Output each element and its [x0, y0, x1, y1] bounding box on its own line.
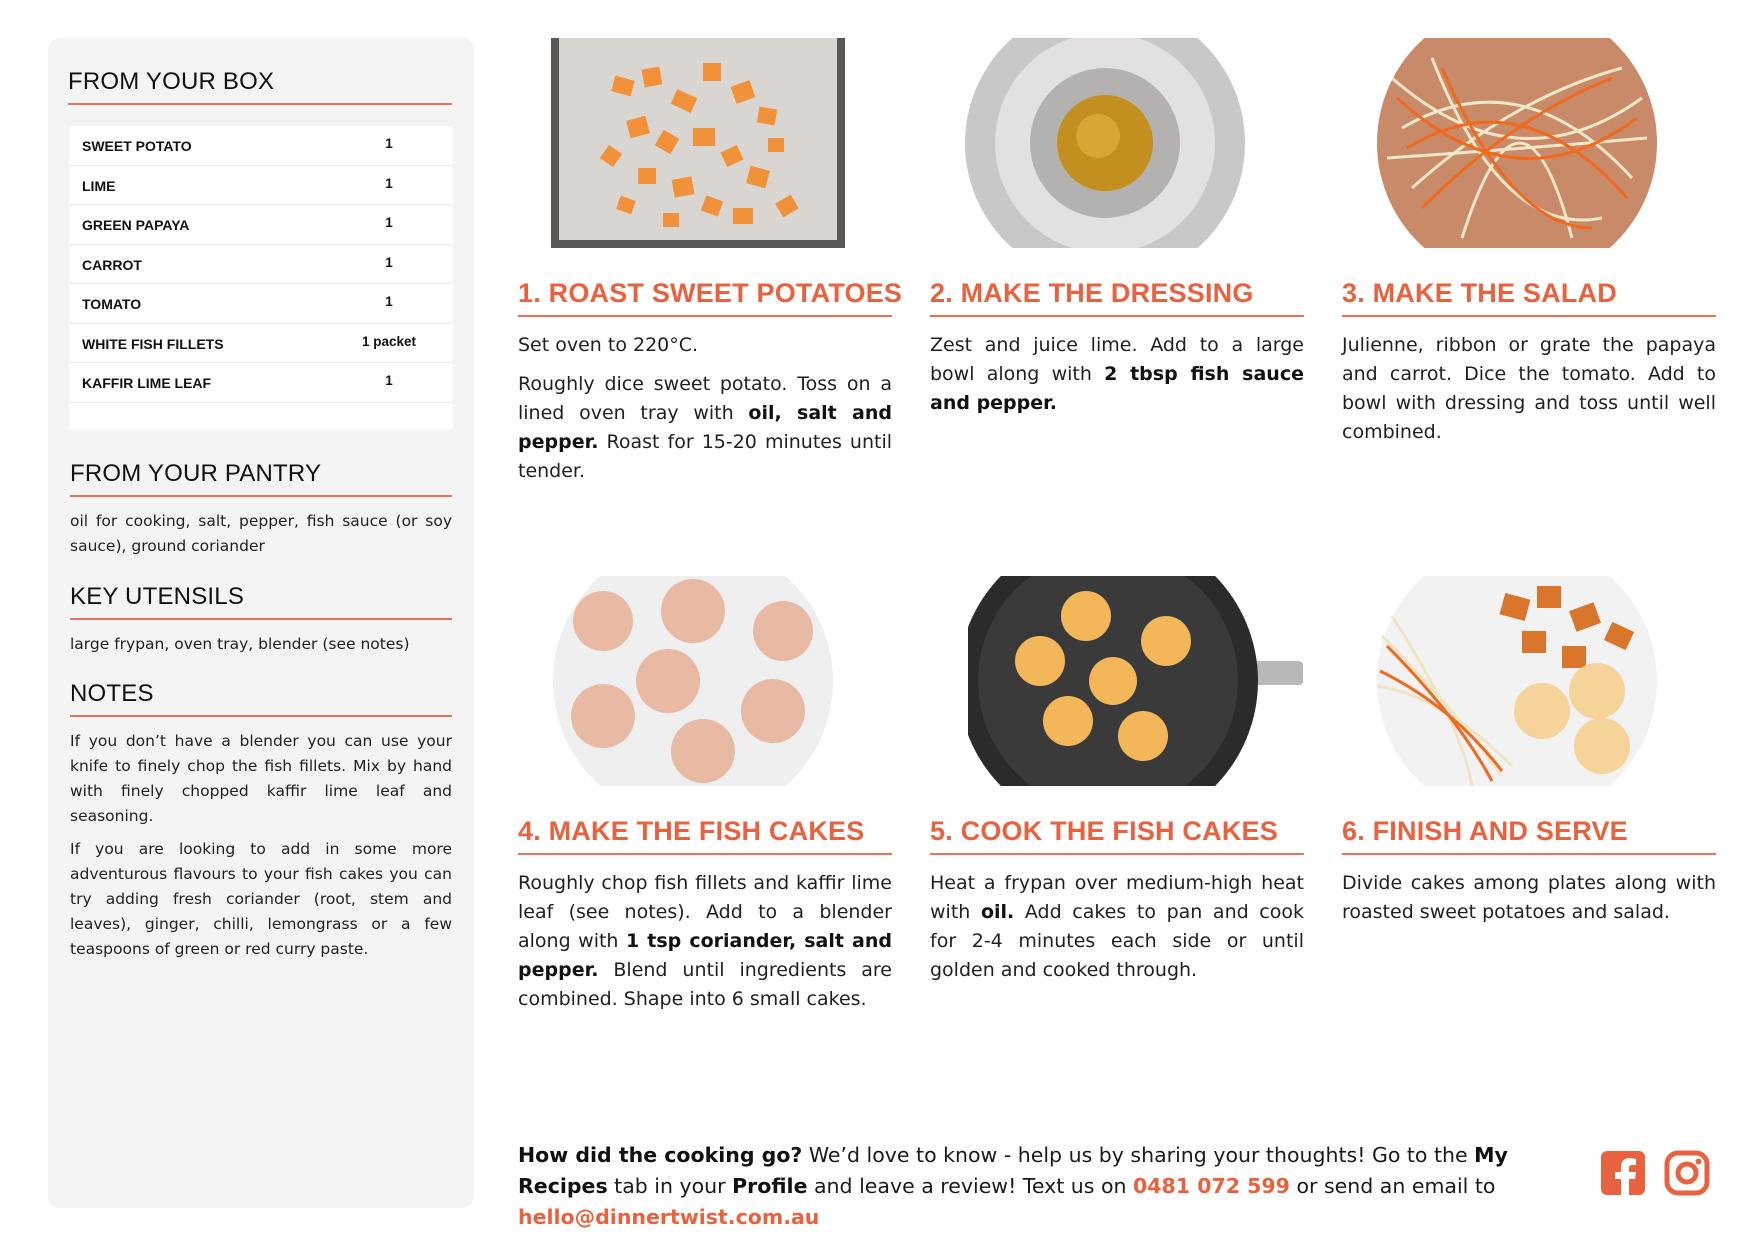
notes-section: [70, 680, 452, 962]
ingredient-qty: 1: [385, 373, 393, 388]
pantry-section: [70, 460, 452, 559]
ingredient-qty: 1: [385, 175, 393, 191]
step-3-photo: [1372, 38, 1662, 248]
ingredient-row: [69, 245, 453, 285]
step-6-photo: [1372, 576, 1662, 786]
ingredient-name: SWEET POTATO: [82, 138, 192, 154]
ingredient-name: KAFFIR LIME LEAF: [82, 375, 212, 391]
step-1-photo: [543, 38, 853, 248]
feedback-footer: How did the cooking go? We’d love to know - help us by sharing your thoughts! Go to the My Recipes tab in your Profile and leave a review! Text us on 0481 072 599 or send an email to hello@dinnertwist.com.au: [518, 1143, 1508, 1229]
step-3-title: 3. MAKE THE SALAD: [1342, 278, 1716, 317]
profile-label: Profile: [732, 1174, 808, 1198]
step-1-paragraph-2: Roughly dice sweet potato. Toss on a lined oven tray with oil, salt and pepper. Roast for 15-20 minutes until tender.: [518, 373, 892, 482]
step-4: [518, 576, 892, 1014]
step-5: [930, 576, 1304, 985]
ingredient-name: CARROT: [82, 256, 142, 273]
utensils-text: large frypan, oven tray, blender (see notes): [70, 635, 410, 653]
ingredient-name: GREEN PAPAYA: [82, 217, 190, 233]
instagram-icon[interactable]: [1664, 1150, 1710, 1196]
step-5-body: [930, 869, 1304, 985]
from-your-pantry-title: FROM YOUR PANTRY: [70, 460, 452, 497]
ingredient-row: [69, 126, 453, 166]
step-1-paragraph-1: Set oven to 220°C.: [518, 334, 699, 356]
step-5-title: 5. COOK THE FISH CAKES: [930, 816, 1304, 855]
step-1-title: 1. ROAST SWEET POTATOES: [518, 278, 892, 317]
step-4-title: 4. MAKE THE FISH CAKES: [518, 816, 892, 855]
email-link[interactable]: hello@dinnertwist.com.au: [518, 1205, 820, 1229]
utensils-section: [70, 583, 452, 657]
key-utensils-title: KEY UTENSILS: [70, 583, 452, 620]
ingredient-row: [69, 205, 453, 245]
step-2-title: 2. MAKE THE DRESSING: [930, 278, 1304, 317]
ingredient-qty: 1 packet: [361, 333, 417, 349]
notes-paragraph-2: If you are looking to add in some more adventurous flavours to your fish cakes you can try adding fresh coriander (root, stem and leaves), ginger, chilli, lemongrass or a few teaspoons of green or red curry paste.: [70, 840, 452, 958]
ingredients-sidebar: [48, 38, 474, 1208]
ingredient-row: [69, 363, 453, 403]
step-4-photo: [548, 576, 838, 786]
step-1-body: [518, 331, 892, 486]
ingredient-row: [69, 284, 453, 324]
pantry-text: oil for cooking, salt, pepper, fish sauce (or soy sauce), ground coriander: [70, 512, 452, 555]
step-6-body: [1342, 869, 1716, 927]
ingredient-qty: 1: [385, 215, 393, 230]
from-your-box-title: FROM YOUR BOX: [68, 68, 452, 105]
step-4-body: [518, 869, 892, 1014]
notes-title: NOTES: [70, 680, 452, 717]
ingredient-qty: 1: [385, 136, 393, 151]
step-3-body: [1342, 331, 1716, 447]
step-2-paragraph-1: Zest and juice lime. Add to a large bowl along with 2 tbsp fish sauce and pepper.: [930, 334, 1304, 414]
ingredient-qty: 1: [385, 294, 393, 309]
ingredient-name: TOMATO: [82, 296, 142, 312]
step-1: [518, 38, 903, 486]
step-3-paragraph-1: Julienne, ribbon or grate the papaya and carrot. Dice the tomato. Add to bowl with dressing and toss until well combined.: [1342, 334, 1716, 443]
step-6-title: 6. FINISH AND SERVE: [1342, 816, 1716, 855]
ingredient-qty: 1: [385, 254, 393, 270]
my-recipes-label: My Recipes: [518, 1143, 1508, 1198]
step-2-body: [930, 331, 1304, 418]
step-6: [1342, 576, 1716, 927]
step-2-photo: [960, 38, 1250, 248]
step-3: [1342, 38, 1716, 447]
ingredients-table: [69, 126, 453, 430]
feedback-question: How did the cooking go?: [518, 1143, 803, 1167]
facebook-icon[interactable]: [1600, 1150, 1646, 1196]
step-5-photo: [968, 576, 1303, 786]
ingredient-name: LIME: [82, 177, 116, 194]
step-6-paragraph-1: Divide cakes among plates along with roasted sweet potatoes and salad.: [1342, 872, 1716, 923]
step-2: [930, 38, 1304, 418]
step-4-paragraph-1: Roughly chop fish fillets and kaffir lime leaf (see notes). Add to a blender along with 1 tsp coriander, salt and pepper. Blend until ingredients are combined. Shape into 6 small cakes.: [518, 872, 892, 1010]
ingredient-name: WHITE FISH FILLETS: [82, 335, 224, 352]
notes-paragraph-1: If you don’t have a blender you can use your knife to finely chop the fish fillets. Mix by hand with finely chopped kaffir lime leaf and seasoning.: [70, 732, 452, 825]
phone-number[interactable]: 0481 072 599: [1133, 1174, 1290, 1198]
ingredient-row: [69, 324, 453, 364]
ingredient-row: [69, 166, 453, 206]
step-5-paragraph-1: Heat a frypan over medium-high heat with oil. Add cakes to pan and cook for 2-4 minutes each side or until golden and cooked through.: [930, 872, 1304, 981]
